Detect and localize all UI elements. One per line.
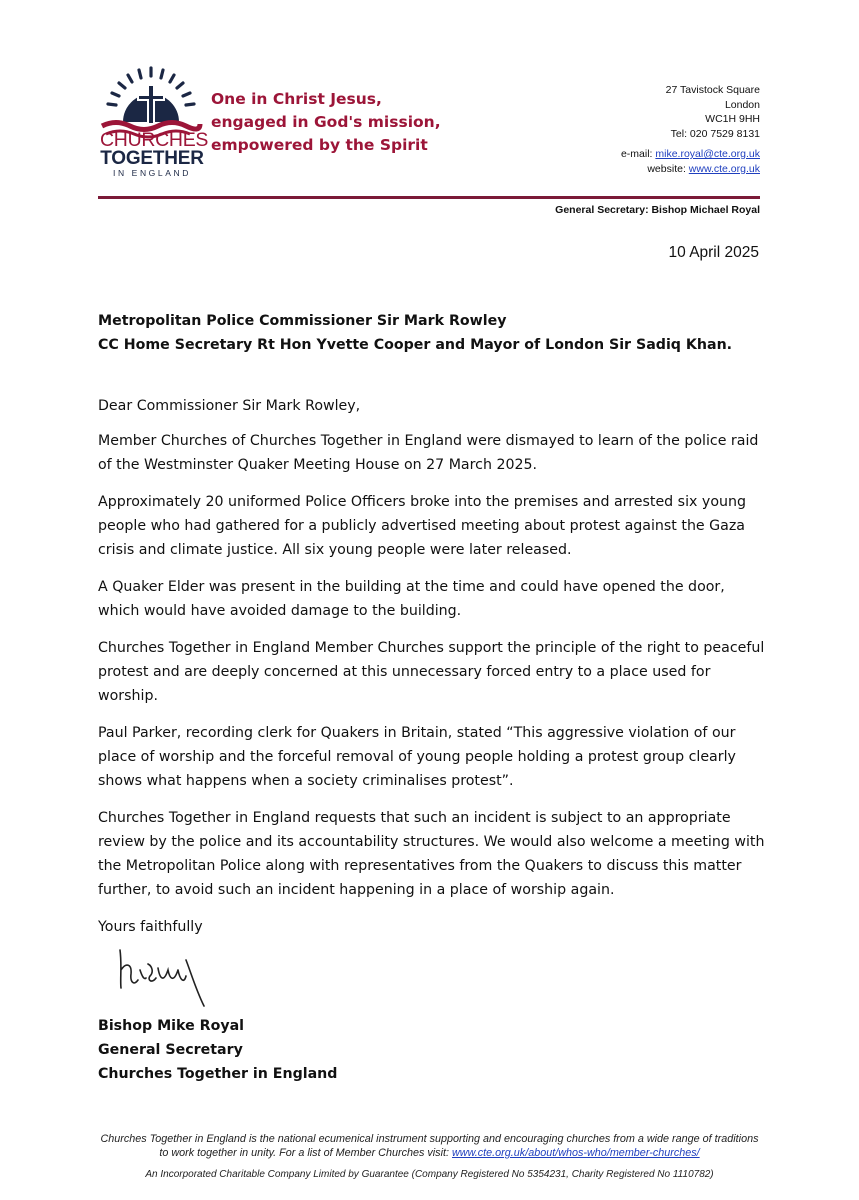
logo-text-churches: CHURCHES: [100, 129, 209, 151]
signature-block: [98, 1014, 337, 1086]
tagline-line: engaged in God's mission,: [211, 113, 441, 131]
logo-text-together: TOGETHER: [100, 148, 204, 169]
recipient-line: Metropolitan Police Commissioner Sir Mark Rowley: [98, 313, 507, 329]
header-divider: [98, 196, 760, 199]
tagline-line: empowered by the Spirit: [211, 136, 428, 154]
recipient-block: [98, 309, 732, 357]
signatory-title: General Secretary: [98, 1042, 243, 1058]
footer-legal: An Incorporated Charitable Company Limited by Guarantee (Company Registered No 5354231, Charity Registered No 1110782): [145, 1169, 714, 1180]
address-line: 27 Tavistock Square: [665, 84, 760, 96]
tagline: [211, 88, 441, 157]
footer-text: Churches Together in England is the national ecumenical instrument supporting and encouraging churches from a wide range of traditions to work together in unity. For a list of Member Churches visit:: [100, 1133, 759, 1159]
body-paragraph: Member Churches of Churches Together in England were dismayed to learn of the police raid of the Westminster Quaker Meeting House on 27 March 2025.: [98, 433, 759, 473]
email-link[interactable]: mike.royal@cte.org.uk: [655, 148, 760, 160]
tagline-line: One in Christ Jesus,: [211, 90, 382, 108]
recipient-cc-line: CC Home Secretary Rt Hon Yvette Cooper and Mayor of London Sir Sadiq Khan.: [98, 337, 733, 353]
postal-address: [666, 83, 760, 141]
closing: Yours faithfully: [98, 919, 203, 935]
member-churches-link[interactable]: www.cte.org.uk/about/whos-who/member-churches/: [451, 1147, 700, 1159]
body-paragraph: Approximately 20 uniformed Police Officers broke into the premises and arrested six young people who had gathered for a publicly advertised meeting about protest against the Gaza crisis and climate justice. All six young people were later released.: [98, 494, 746, 558]
website-link[interactable]: www.cte.org.uk: [688, 162, 760, 175]
letter-date: 10 April 2025: [668, 244, 759, 261]
signatory-organisation: Churches Together in England: [98, 1066, 338, 1082]
footer-statement: [96, 1132, 763, 1160]
body-paragraph: A Quaker Elder was present in the building at the time and could have opened the door, which would have avoided damage to the building.: [98, 579, 725, 619]
contact-details: [621, 147, 760, 176]
body-paragraph: Churches Together in England Member Churches support the principle of the right to peaceful protest and are deeply concerned at this unnecessary forced entry to a place used for worship.: [98, 640, 765, 704]
general-secretary-line: General Secretary: Bishop Michael Royal: [555, 204, 760, 216]
telephone: Tel: 020 7529 8131: [670, 127, 760, 140]
letter-body: [98, 394, 768, 952]
handwritten-signature: [112, 940, 212, 1010]
salutation: Dear Commissioner Sir Mark Rowley,: [98, 398, 361, 414]
address-line: WC1H 9HH: [705, 113, 760, 125]
website-label: website:: [647, 162, 686, 175]
address-line: London: [724, 98, 760, 111]
email-label: e-mail:: [620, 148, 653, 160]
signatory-name: Bishop Mike Royal: [98, 1018, 245, 1034]
body-paragraph: Churches Together in England requests that such an incident is subject to an appropriate review by the police and its accountability structures. We would also welcome a meeting with the Metropolitan Police along with representatives from the Quakers to discuss this matter further, to avoid such an incident happening in a place of worship again.: [98, 810, 765, 898]
body-paragraph: Paul Parker, recording clerk for Quakers in Britain, stated “This aggressive violation of our place of worship and the forceful removal of young people holding a protest group clearly shows what happens when a society criminalises protest”.: [98, 725, 736, 789]
logo-text-in-england: IN ENGLAND: [113, 168, 191, 178]
